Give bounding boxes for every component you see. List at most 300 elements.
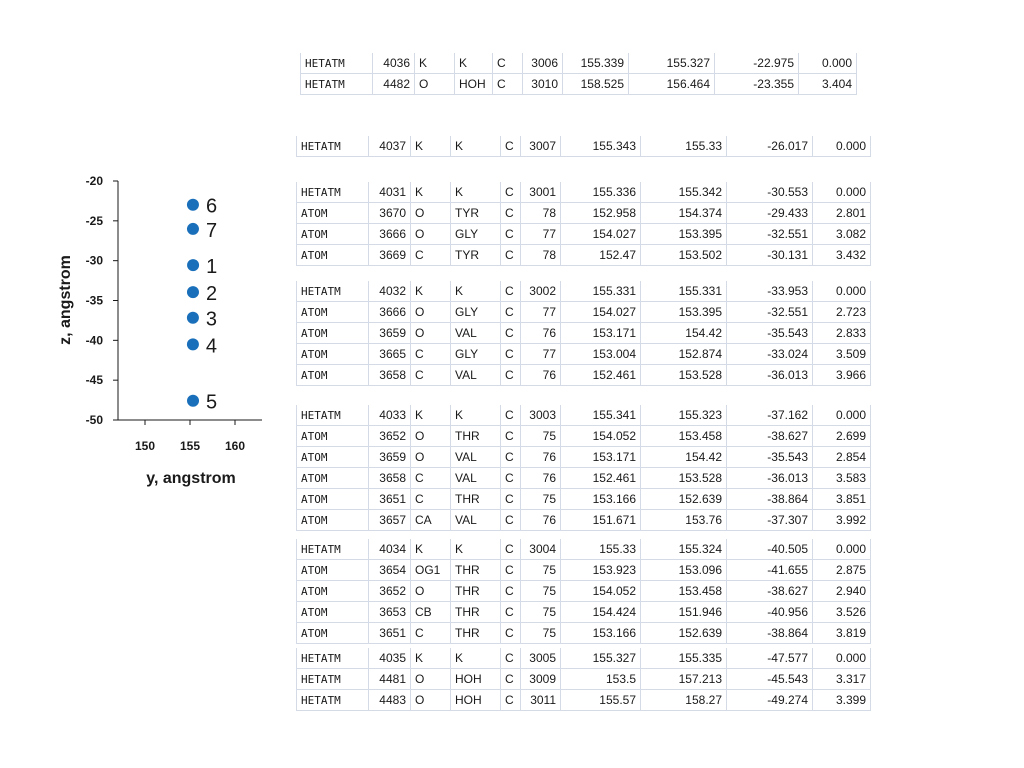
atom-name-cell: K xyxy=(411,405,451,426)
chain-id-cell: C xyxy=(501,365,521,386)
z-coord-cell: -33.024 xyxy=(727,344,813,365)
record-type-cell: HETATM xyxy=(301,74,373,95)
atom-serial-cell: 3659 xyxy=(369,323,411,344)
record-type-cell: ATOM xyxy=(297,560,369,581)
distance-cell: 2.699 xyxy=(813,426,871,447)
table-row xyxy=(297,690,871,711)
x-coord-cell: 155.341 xyxy=(561,405,641,426)
distance-cell: 3.082 xyxy=(813,224,871,245)
atom-serial-cell: 3652 xyxy=(369,581,411,602)
y-coord-cell: 155.342 xyxy=(641,182,727,203)
atom-name-cell: K xyxy=(411,182,451,203)
record-type-cell: ATOM xyxy=(297,623,369,644)
residue-name-cell: TYR xyxy=(451,245,501,266)
distance-cell: 3.317 xyxy=(813,669,871,690)
y-coord-cell: 153.458 xyxy=(641,426,727,447)
chain-id-cell: C xyxy=(501,510,521,531)
point-label: 6 xyxy=(205,195,218,218)
z-coord-cell: -36.013 xyxy=(727,365,813,386)
chain-id-cell: C xyxy=(501,182,521,203)
z-coord-cell: -41.655 xyxy=(727,560,813,581)
atom-serial-cell: 4032 xyxy=(369,281,411,302)
y-coord-cell: 153.528 xyxy=(641,365,727,386)
distance-cell: 3.819 xyxy=(813,623,871,644)
table-row xyxy=(297,365,871,386)
x-coord-cell: 153.171 xyxy=(561,323,641,344)
x-coord-cell: 158.525 xyxy=(563,74,629,95)
distance-cell: 3.399 xyxy=(813,690,871,711)
data-point xyxy=(187,223,199,235)
table-row xyxy=(297,224,871,245)
residue-number-cell: 76 xyxy=(521,468,561,489)
residue-number-cell: 3007 xyxy=(521,136,561,157)
x-coord-cell: 155.57 xyxy=(561,690,641,711)
pdb-table-7 xyxy=(296,648,871,711)
z-coord-cell: -38.627 xyxy=(727,426,813,447)
residue-name-cell: GLY xyxy=(451,344,501,365)
table-row xyxy=(297,602,871,623)
atom-name-cell: K xyxy=(411,281,451,302)
x-coord-cell: 155.336 xyxy=(561,182,641,203)
atom-name-cell: C xyxy=(411,365,451,386)
chain-id-cell: C xyxy=(501,623,521,644)
record-type-cell: HETATM xyxy=(297,405,369,426)
record-type-cell: HETATM xyxy=(297,690,369,711)
chain-id-cell: C xyxy=(501,281,521,302)
residue-name-cell: HOH xyxy=(451,669,501,690)
residue-number-cell: 76 xyxy=(521,510,561,531)
record-type-cell: HETATM xyxy=(297,182,369,203)
atom-serial-cell: 4034 xyxy=(369,539,411,560)
y-coord-cell: 155.331 xyxy=(641,281,727,302)
atom-serial-cell: 4033 xyxy=(369,405,411,426)
y-coord-cell: 152.639 xyxy=(641,623,727,644)
residue-number-cell: 75 xyxy=(521,426,561,447)
atom-name-cell: O xyxy=(411,203,451,224)
scatter-chart xyxy=(0,0,280,500)
z-coord-cell: -40.956 xyxy=(727,602,813,623)
table-row xyxy=(297,468,871,489)
point-label: 2 xyxy=(205,283,218,306)
chain-id-cell: C xyxy=(501,602,521,623)
residue-name-cell: THR xyxy=(451,560,501,581)
atom-serial-cell: 3669 xyxy=(369,245,411,266)
atom-name-cell: K xyxy=(415,53,455,74)
atom-serial-cell: 3658 xyxy=(369,365,411,386)
residue-name-cell: VAL xyxy=(451,365,501,386)
record-type-cell: HETATM xyxy=(297,669,369,690)
z-coord-cell: -37.162 xyxy=(727,405,813,426)
distance-cell: 3.851 xyxy=(813,489,871,510)
y-tick-label: -25 xyxy=(85,213,103,228)
z-coord-cell: -47.577 xyxy=(727,648,813,669)
data-point xyxy=(187,259,199,271)
table-row xyxy=(301,53,857,74)
atom-serial-cell: 3657 xyxy=(369,510,411,531)
chain-id-cell: C xyxy=(501,245,521,266)
chain-id-cell: C xyxy=(501,344,521,365)
y-coord-cell: 155.327 xyxy=(629,53,715,74)
residue-number-cell: 3011 xyxy=(521,690,561,711)
atom-name-cell: O xyxy=(411,224,451,245)
record-type-cell: HETATM xyxy=(297,539,369,560)
atom-name-cell: CA xyxy=(411,510,451,531)
residue-number-cell: 75 xyxy=(521,623,561,644)
residue-name-cell: THR xyxy=(451,602,501,623)
data-point xyxy=(187,312,199,324)
atom-name-cell: K xyxy=(411,136,451,157)
distance-cell: 0.000 xyxy=(813,648,871,669)
distance-cell: 2.854 xyxy=(813,447,871,468)
z-coord-cell: -36.013 xyxy=(727,468,813,489)
y-coord-cell: 155.33 xyxy=(641,136,727,157)
atom-serial-cell: 3670 xyxy=(369,203,411,224)
y-coord-cell: 155.323 xyxy=(641,405,727,426)
record-type-cell: HETATM xyxy=(301,53,373,74)
atom-serial-cell: 4481 xyxy=(369,669,411,690)
residue-name-cell: VAL xyxy=(451,323,501,344)
table-row xyxy=(297,203,871,224)
x-coord-cell: 155.343 xyxy=(561,136,641,157)
residue-name-cell: K xyxy=(451,136,501,157)
y-coord-cell: 153.76 xyxy=(641,510,727,531)
y-coord-cell: 156.464 xyxy=(629,74,715,95)
chain-id-cell: C xyxy=(493,53,523,74)
x-axis-label: y, angstrom xyxy=(146,470,236,487)
y-coord-cell: 154.42 xyxy=(641,447,727,468)
record-type-cell: ATOM xyxy=(297,447,369,468)
table-row xyxy=(297,323,871,344)
chain-id-cell: C xyxy=(501,489,521,510)
z-coord-cell: -40.505 xyxy=(727,539,813,560)
record-type-cell: ATOM xyxy=(297,602,369,623)
atom-serial-cell: 4035 xyxy=(369,648,411,669)
atom-serial-cell: 4031 xyxy=(369,182,411,203)
distance-cell: 0.000 xyxy=(813,539,871,560)
atom-name-cell: C xyxy=(411,623,451,644)
residue-name-cell: K xyxy=(451,648,501,669)
atom-name-cell: K xyxy=(411,648,451,669)
point-label: 7 xyxy=(205,219,218,242)
residue-name-cell: GLY xyxy=(451,224,501,245)
atom-name-cell: O xyxy=(411,669,451,690)
record-type-cell: ATOM xyxy=(297,224,369,245)
point-label: 3 xyxy=(205,308,218,331)
distance-cell: 0.000 xyxy=(813,281,871,302)
x-coord-cell: 152.461 xyxy=(561,468,641,489)
z-coord-cell: -29.433 xyxy=(727,203,813,224)
y-tick-label: -40 xyxy=(85,333,103,348)
atom-serial-cell: 3654 xyxy=(369,560,411,581)
x-coord-cell: 154.027 xyxy=(561,302,641,323)
y-coord-cell: 151.946 xyxy=(641,602,727,623)
residue-number-cell: 77 xyxy=(521,344,561,365)
chain-id-cell: C xyxy=(501,203,521,224)
atom-serial-cell: 3665 xyxy=(369,344,411,365)
z-coord-cell: -35.543 xyxy=(727,447,813,468)
z-coord-cell: -32.551 xyxy=(727,302,813,323)
distance-cell: 2.940 xyxy=(813,581,871,602)
distance-cell: 0.000 xyxy=(813,136,871,157)
atom-name-cell: O xyxy=(411,323,451,344)
atom-name-cell: O xyxy=(411,302,451,323)
residue-number-cell: 3005 xyxy=(521,648,561,669)
distance-cell: 0.000 xyxy=(813,405,871,426)
x-coord-cell: 153.5 xyxy=(561,669,641,690)
atom-name-cell: O xyxy=(411,426,451,447)
z-coord-cell: -23.355 xyxy=(715,74,799,95)
z-coord-cell: -37.307 xyxy=(727,510,813,531)
table-row xyxy=(297,669,871,690)
residue-number-cell: 3002 xyxy=(521,281,561,302)
x-coord-cell: 154.052 xyxy=(561,581,641,602)
y-axis-label: z, angstrom xyxy=(57,255,74,345)
distance-cell: 3.432 xyxy=(813,245,871,266)
z-coord-cell: -45.543 xyxy=(727,669,813,690)
atom-name-cell: O xyxy=(411,581,451,602)
atom-serial-cell: 3658 xyxy=(369,468,411,489)
x-coord-cell: 155.339 xyxy=(563,53,629,74)
chain-id-cell: C xyxy=(501,224,521,245)
distance-cell: 2.833 xyxy=(813,323,871,344)
pdb-table-4 xyxy=(296,281,871,386)
distance-cell: 2.875 xyxy=(813,560,871,581)
y-coord-cell: 152.874 xyxy=(641,344,727,365)
y-coord-cell: 153.458 xyxy=(641,581,727,602)
table-row xyxy=(297,405,871,426)
y-coord-cell: 153.528 xyxy=(641,468,727,489)
residue-number-cell: 75 xyxy=(521,560,561,581)
record-type-cell: ATOM xyxy=(297,245,369,266)
chain-id-cell: C xyxy=(501,539,521,560)
residue-name-cell: VAL xyxy=(451,447,501,468)
residue-name-cell: VAL xyxy=(451,468,501,489)
chain-id-cell: C xyxy=(501,581,521,602)
pdb-table-5 xyxy=(296,405,871,531)
atom-name-cell: O xyxy=(411,690,451,711)
atom-serial-cell: 4482 xyxy=(373,74,415,95)
y-coord-cell: 153.502 xyxy=(641,245,727,266)
residue-name-cell: THR xyxy=(451,581,501,602)
chain-id-cell: C xyxy=(501,323,521,344)
atom-name-cell: CB xyxy=(411,602,451,623)
chain-id-cell: C xyxy=(501,690,521,711)
x-tick-label: 150 xyxy=(134,439,156,453)
residue-name-cell: VAL xyxy=(451,510,501,531)
atom-serial-cell: 3652 xyxy=(369,426,411,447)
chain-id-cell: C xyxy=(501,447,521,468)
residue-number-cell: 77 xyxy=(521,224,561,245)
y-tick-label: -50 xyxy=(85,413,103,427)
x-coord-cell: 152.461 xyxy=(561,365,641,386)
residue-number-cell: 76 xyxy=(521,447,561,468)
record-type-cell: ATOM xyxy=(297,426,369,447)
table-row xyxy=(297,426,871,447)
data-point xyxy=(187,338,199,350)
record-type-cell: ATOM xyxy=(297,468,369,489)
x-coord-cell: 153.166 xyxy=(561,623,641,644)
y-tick-label: -20 xyxy=(85,174,103,188)
y-coord-cell: 153.395 xyxy=(641,302,727,323)
y-tick-label: -35 xyxy=(85,293,103,308)
atom-name-cell: C xyxy=(411,344,451,365)
y-coord-cell: 155.335 xyxy=(641,648,727,669)
record-type-cell: ATOM xyxy=(297,323,369,344)
table-row xyxy=(297,489,871,510)
record-type-cell: ATOM xyxy=(297,365,369,386)
z-coord-cell: -35.543 xyxy=(727,323,813,344)
residue-name-cell: HOH xyxy=(455,74,493,95)
chain-id-cell: C xyxy=(501,302,521,323)
residue-number-cell: 75 xyxy=(521,489,561,510)
residue-number-cell: 3003 xyxy=(521,405,561,426)
z-coord-cell: -26.017 xyxy=(727,136,813,157)
table-row xyxy=(297,302,871,323)
distance-cell: 3.509 xyxy=(813,344,871,365)
residue-number-cell: 3001 xyxy=(521,182,561,203)
y-coord-cell: 158.27 xyxy=(641,690,727,711)
data-point xyxy=(187,199,199,211)
distance-cell: 0.000 xyxy=(813,182,871,203)
chain-id-cell: C xyxy=(501,669,521,690)
y-coord-cell: 155.324 xyxy=(641,539,727,560)
residue-name-cell: GLY xyxy=(451,302,501,323)
residue-number-cell: 75 xyxy=(521,602,561,623)
residue-name-cell: K xyxy=(455,53,493,74)
atom-serial-cell: 4037 xyxy=(369,136,411,157)
residue-number-cell: 3009 xyxy=(521,669,561,690)
chain-id-cell: C xyxy=(501,560,521,581)
chain-id-cell: C xyxy=(493,74,523,95)
residue-number-cell: 78 xyxy=(521,203,561,224)
point-label: 5 xyxy=(206,391,218,414)
table-row xyxy=(297,539,871,560)
z-coord-cell: -38.864 xyxy=(727,623,813,644)
pdb-table-2 xyxy=(296,136,871,157)
point-label: 1 xyxy=(206,256,218,279)
residue-number-cell: 3004 xyxy=(521,539,561,560)
data-point xyxy=(187,286,199,298)
chain-id-cell: C xyxy=(501,136,521,157)
y-coord-cell: 153.096 xyxy=(641,560,727,581)
record-type-cell: ATOM xyxy=(297,581,369,602)
table-row xyxy=(297,136,871,157)
residue-number-cell: 3006 xyxy=(523,53,563,74)
distance-cell: 2.801 xyxy=(813,203,871,224)
z-coord-cell: -22.975 xyxy=(715,53,799,74)
y-coord-cell: 153.395 xyxy=(641,224,727,245)
atom-name-cell: O xyxy=(415,74,455,95)
x-tick-label: 160 xyxy=(224,439,246,453)
atom-name-cell: C xyxy=(411,468,451,489)
x-tick-label: 155 xyxy=(179,439,201,453)
record-type-cell: ATOM xyxy=(297,510,369,531)
record-type-cell: HETATM xyxy=(297,281,369,302)
x-coord-cell: 153.166 xyxy=(561,489,641,510)
chain-id-cell: C xyxy=(501,468,521,489)
record-type-cell: ATOM xyxy=(297,203,369,224)
y-coord-cell: 154.42 xyxy=(641,323,727,344)
x-coord-cell: 152.958 xyxy=(561,203,641,224)
pdb-table-1 xyxy=(300,53,857,95)
table-row xyxy=(297,245,871,266)
distance-cell: 0.000 xyxy=(799,53,857,74)
pdb-table-3 xyxy=(296,182,871,266)
z-coord-cell: -49.274 xyxy=(727,690,813,711)
x-coord-cell: 155.331 xyxy=(561,281,641,302)
residue-name-cell: K xyxy=(451,405,501,426)
record-type-cell: HETATM xyxy=(297,648,369,669)
residue-name-cell: THR xyxy=(451,623,501,644)
x-coord-cell: 153.004 xyxy=(561,344,641,365)
x-coord-cell: 155.327 xyxy=(561,648,641,669)
z-coord-cell: -38.864 xyxy=(727,489,813,510)
atom-name-cell: K xyxy=(411,539,451,560)
distance-cell: 3.404 xyxy=(799,74,857,95)
residue-name-cell: K xyxy=(451,182,501,203)
data-point xyxy=(187,395,199,407)
x-coord-cell: 152.47 xyxy=(561,245,641,266)
atom-serial-cell: 3651 xyxy=(369,489,411,510)
table-row xyxy=(301,74,857,95)
atom-serial-cell: 3653 xyxy=(369,602,411,623)
y-tick-label: -45 xyxy=(85,373,103,388)
x-coord-cell: 154.052 xyxy=(561,426,641,447)
residue-name-cell: K xyxy=(451,281,501,302)
chain-id-cell: C xyxy=(501,426,521,447)
distance-cell: 3.966 xyxy=(813,365,871,386)
table-row xyxy=(297,581,871,602)
table-row xyxy=(297,344,871,365)
residue-name-cell: TYR xyxy=(451,203,501,224)
atom-serial-cell: 3651 xyxy=(369,623,411,644)
residue-number-cell: 76 xyxy=(521,323,561,344)
y-coord-cell: 157.213 xyxy=(641,669,727,690)
distance-cell: 3.583 xyxy=(813,468,871,489)
record-type-cell: HETATM xyxy=(297,136,369,157)
distance-cell: 2.723 xyxy=(813,302,871,323)
table-row xyxy=(297,281,871,302)
y-coord-cell: 152.639 xyxy=(641,489,727,510)
table-row xyxy=(297,447,871,468)
distance-cell: 3.992 xyxy=(813,510,871,531)
table-row xyxy=(297,560,871,581)
residue-number-cell: 3010 xyxy=(523,74,563,95)
x-coord-cell: 154.424 xyxy=(561,602,641,623)
z-coord-cell: -33.953 xyxy=(727,281,813,302)
atom-serial-cell: 3659 xyxy=(369,447,411,468)
z-coord-cell: -38.627 xyxy=(727,581,813,602)
residue-name-cell: THR xyxy=(451,426,501,447)
atom-name-cell: O xyxy=(411,447,451,468)
record-type-cell: ATOM xyxy=(297,302,369,323)
residue-name-cell: K xyxy=(451,539,501,560)
residue-name-cell: HOH xyxy=(451,690,501,711)
table-row xyxy=(297,648,871,669)
atom-serial-cell: 4036 xyxy=(373,53,415,74)
atom-serial-cell: 3666 xyxy=(369,302,411,323)
x-coord-cell: 153.171 xyxy=(561,447,641,468)
chain-id-cell: C xyxy=(501,648,521,669)
table-row xyxy=(297,510,871,531)
x-coord-cell: 155.33 xyxy=(561,539,641,560)
x-coord-cell: 151.671 xyxy=(561,510,641,531)
atom-name-cell: C xyxy=(411,489,451,510)
z-coord-cell: -30.131 xyxy=(727,245,813,266)
y-coord-cell: 154.374 xyxy=(641,203,727,224)
table-row xyxy=(297,623,871,644)
record-type-cell: ATOM xyxy=(297,344,369,365)
